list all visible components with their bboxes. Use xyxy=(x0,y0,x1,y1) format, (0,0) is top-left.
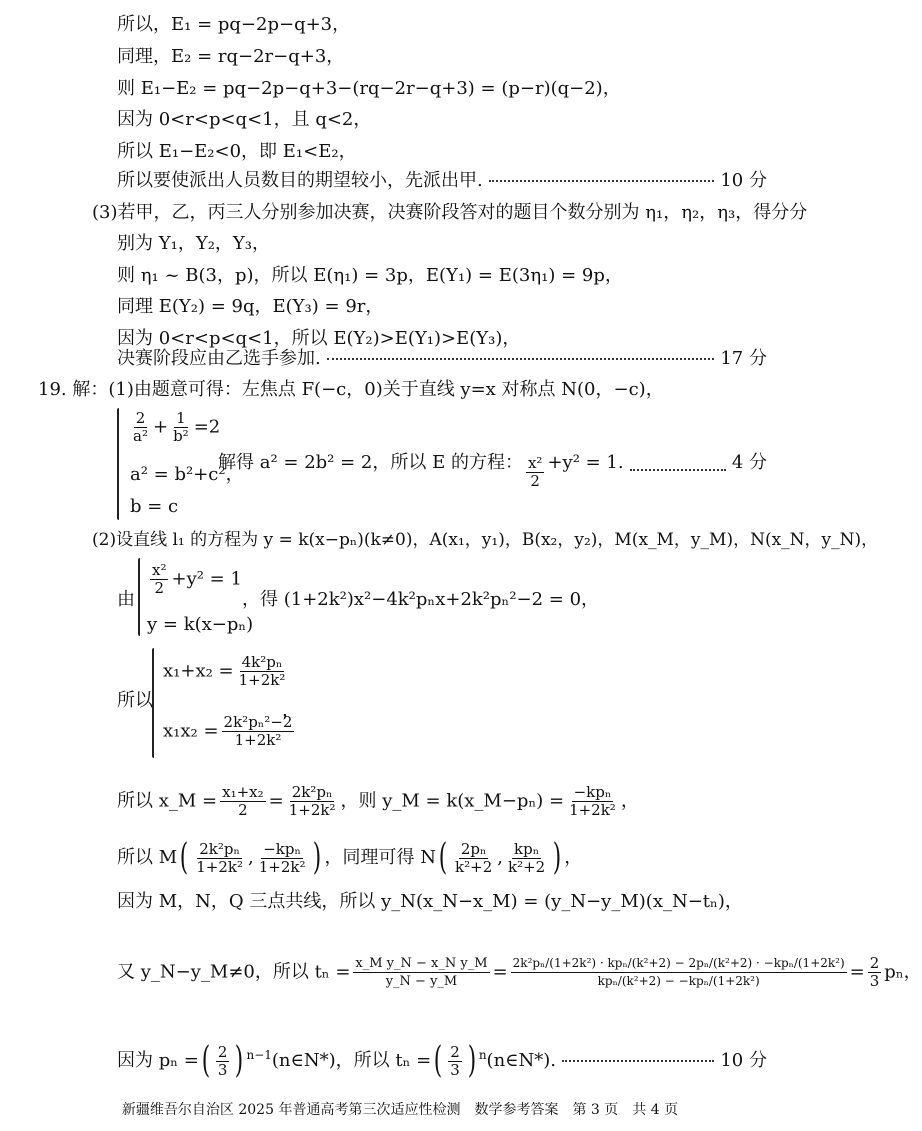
equation: 所以 x_M = $\frac{\text{x₁+x₂}}{2}$ = $\frac{\text{2k²pₙ}}{\text{1+2k²}}$ ，则 y_M = k(x_M−pₙ) = $\frac{\text{−kpₙ}}{\text{1+2k²}}$ ， xyxy=(117,783,639,819)
text-line: 因为 M，N，Q 三点共线，所以 y_N(x_N−x_M) = (y_N−y_M)(x_N−tₙ)， xyxy=(117,891,743,912)
score-line xyxy=(117,1042,767,1079)
dot-leader xyxy=(630,469,726,471)
fraction: $\frac{\text{kpₙ}}{\text{k²+2}}$ xyxy=(508,839,546,876)
text-line: 因为 0<r<p<q<1，所以 E(Y₂)>E(Y₁)>E(Y₃)， xyxy=(117,328,521,349)
fraction: $\frac{\text{2k²pₙ²−2}}{\text{1+2k²}}$ xyxy=(223,713,293,749)
text-line: 别为 Y₁，Y₂，Y₃， xyxy=(117,233,271,254)
equation: x₁+x₂ = $\frac{\text{4k²pₙ}}{\text{1+2k²}}$ xyxy=(163,653,286,689)
score: 4 分 xyxy=(731,452,767,473)
text-line: 同理，E₂ = rq−2r−q+3， xyxy=(117,46,345,67)
text-line: 因为 0<r<p<q<1，且 q<2， xyxy=(117,109,372,130)
score-line xyxy=(117,346,767,372)
fraction: $\frac{\text{4k²pₙ}}{\text{1+2k²}}$ xyxy=(238,653,286,689)
score: 17 分 xyxy=(720,348,767,369)
dot-leader xyxy=(562,1060,714,1062)
text-line: (2)设直线 l₁ 的方程为 y = k(x−pₙ)(k≠0)，A(x₁，y₁)，B(x₂，y₂)，M(x_M，y_M)，N(x_N，y_N)， xyxy=(92,530,879,550)
dot-leader xyxy=(327,358,715,360)
score: 10 分 xyxy=(720,1050,767,1071)
text: ， xyxy=(282,700,300,721)
fraction: $\frac{2}{3}$ xyxy=(450,1042,460,1079)
fraction: $\frac{2}{\text{a²}}$ xyxy=(133,409,148,445)
text-line: 同理 E(Y₂) = 9q，E(Y₃) = 9r， xyxy=(117,296,384,317)
text-line: (3)若甲，乙，丙三人分别参加决赛，决赛阶段答对的题目个数分别为 η₁，η₂，η₃，得分分 xyxy=(92,202,808,223)
equation: 又 y_N−y_M≠0，所以 tₙ = $\frac{\text{x\_M y\_N − x\_N y\_M}}{y\_N - y\_M}$ = $\frac{\text{2k²pₙ/(1+2k²) · kpₙ/(k²+2) − 2pₙ/(k²+2) · −kpₙ/(1+2k²)}}{\text{kpₙ/(k²+2) − −kpₙ/(1+2k²)}}$ = $\frac{2}{3}$ pₙ， xyxy=(117,954,922,990)
text: 所以要使派出人员数目的期望较小，先派出甲. xyxy=(117,170,483,191)
equation: $\frac{2}{\text{a²}}$ + $\frac{1}{\text{b²}}$ =2 xyxy=(133,409,221,445)
fraction: $\frac{\text{−kpₙ}}{\text{1+2k²}}$ xyxy=(569,783,616,819)
text-line: 则 E₁−E₂ = pq−2p−q+3−(rq−2r−q+3) = (p−r)(q−2)， xyxy=(117,78,621,99)
equation: ，得 (1+2k²)x²−4k²pₙx+2k²pₙ²−2 = 0， xyxy=(242,589,600,610)
text: 解得 a² = 2b² = 2，所以 E 的方程： xyxy=(218,452,523,473)
fraction: $\frac{\text{−kpₙ}}{\text{1+2k²}}$ xyxy=(258,839,306,876)
text: 决赛阶段应由乙选手参加. xyxy=(117,348,321,369)
equation: y = k(x−pₙ) xyxy=(147,614,254,635)
page-footer: 新疆维吾尔自治区 2025 年普通高考第三次适应性检测 数学参考答案 第 3 页 共 4 页 xyxy=(121,1102,679,1118)
equation: 因为 pₙ =( $\frac{2}{3}$ ) $^{n-1}$(n∈N*)，所以 tₙ =( $\frac{2}{3}$ ) $^n$(n∈N*). xyxy=(117,1040,556,1081)
brace xyxy=(152,648,154,758)
text: +y² = 1. xyxy=(547,452,624,473)
fraction: $\frac{\text{x²}}{2}$ xyxy=(152,561,167,597)
fraction: $\frac{\text{2pₙ}}{\text{k²+2}}$ xyxy=(455,839,493,876)
fraction: $\frac{\text{x²}}{2}$ xyxy=(527,454,543,490)
text-line: 则 η₁ ~ B(3，p)，所以 E(η₁) = 3p，E(Y₁) = E(3η₁) = 9p， xyxy=(117,265,623,286)
text-line: 所以，E₁ = pq−2p−q+3， xyxy=(117,14,351,35)
text: 由 xyxy=(117,589,135,610)
equation: a² = b²+c²， xyxy=(130,464,244,485)
dot-leader xyxy=(489,180,715,182)
brace xyxy=(117,408,119,520)
fraction: $\frac{\text{2k²pₙ}}{\text{1+2k²}}$ xyxy=(196,839,243,876)
text: 所以 xyxy=(117,690,153,711)
question-heading: 19. 解：(1)由题意可得：左焦点 F(−c，0)关于直线 y=x 对称点 N(0，−c)， xyxy=(38,379,664,400)
score-line xyxy=(117,168,767,194)
fraction: $\frac{\text{2k²pₙ/(1+2k²) · kpₙ/(k²+2) − 2pₙ/(k²+2) · −kpₙ/(1+2k²)}}{\text{kpₙ/(k²+2) − −kpₙ/(1+2k²)}}$ xyxy=(512,956,845,988)
score-line xyxy=(218,450,767,490)
score: 10 分 xyxy=(720,170,767,191)
fraction: $\frac{\text{x\_M y\_N − x\_N y\_M}}{y\_N - y\_M}$ xyxy=(355,956,488,989)
fraction: $\frac{\text{2k²pₙ}}{\text{1+2k²}}$ xyxy=(288,783,336,819)
fraction: $\frac{2}{3}$ xyxy=(869,954,880,990)
equation: 所以 M( $\frac{\text{2k²pₙ}}{\text{1+2k²}}$ , $\frac{\text{−kpₙ}}{\text{1+2k²}}$ ) ，同理可得 N( $\frac{\text{2pₙ}}{\text{k²+2}}$ , $\frac{\text{kpₙ}}{\text{k²+2}}$ ) ， xyxy=(117,837,583,878)
fraction: $\frac{1}{\text{b²}}$ xyxy=(173,409,189,445)
brace xyxy=(138,558,140,636)
equation: b = c xyxy=(130,496,179,517)
equation: x₁x₂ = $\frac{\text{2k²pₙ²−2}}{\text{1+2k²}}$ xyxy=(163,713,293,749)
fraction: $\frac{2}{3}$ xyxy=(217,1042,228,1079)
equation: $\frac{\text{x²}}{2}$ +y² = 1 xyxy=(152,561,242,597)
fraction: $\frac{\text{x₁+x₂}}{2}$ xyxy=(222,783,264,819)
text-line: 所以 E₁−E₂<0，即 E₁<E₂， xyxy=(117,141,357,162)
